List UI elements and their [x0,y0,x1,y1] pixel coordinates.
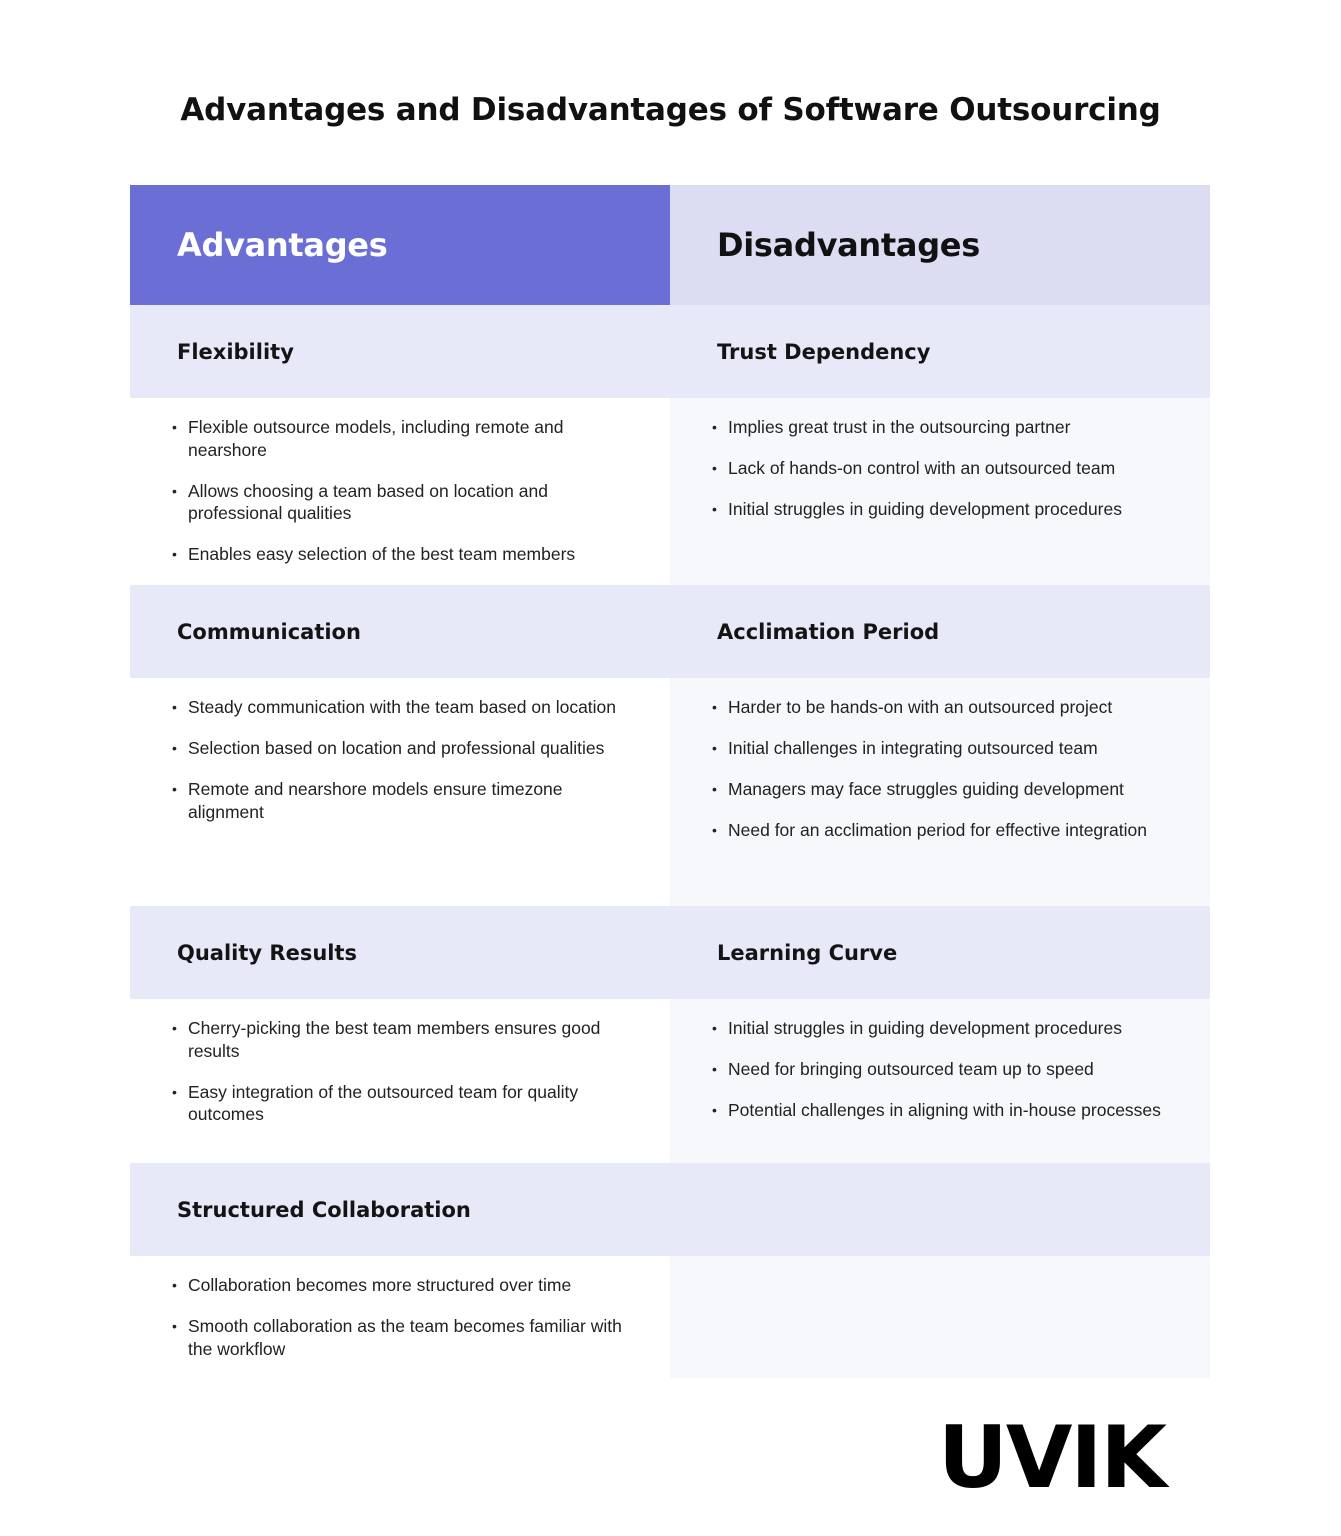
list-item: • Enables easy selection of the best team members [177,543,640,566]
advantage-category-title: Quality Results [177,940,358,965]
advantage-list [177,1274,640,1360]
list-item: • Flexible outsource models, including remote and nearshore [177,416,640,461]
category-row [130,585,1210,678]
disadvantage-list [717,696,1180,842]
advantage-category [130,906,670,999]
advantage-category-title: Communication [177,619,361,644]
page-title: Advantages and Disadvantages of Software Outsourcing [180,92,1161,128]
list-item: • Cherry-picking the best team members ensures good results [177,1017,640,1062]
advantage-items [130,999,670,1163]
list-item: • Easy integration of the outsourced team for quality outcomes [177,1081,640,1126]
list-item: • Need for an acclimation period for effective integration [717,819,1180,842]
category-row [130,906,1210,999]
advantage-list [177,696,640,823]
list-item: • Selection based on location and professional qualities [177,737,640,760]
disadvantage-category [670,585,1210,678]
advantage-list [177,416,640,566]
advantages-header-label: Advantages [177,226,388,264]
list-item: • Managers may face struggles guiding development [717,778,1180,801]
list-item: • Smooth collaboration as the team becomes familiar with the workflow [177,1315,640,1360]
advantage-items [130,398,670,585]
disadvantage-list [717,416,1180,521]
items-row [130,398,1210,585]
disadvantage-items [670,999,1210,1163]
list-item: • Steady communication with the team based on location [177,696,640,719]
advantage-category-title: Flexibility [177,339,294,364]
advantage-category [130,585,670,678]
list-item: • Initial struggles in guiding development procedures [717,498,1180,521]
disadvantages-header-label: Disadvantages [717,226,980,264]
disadvantage-items [670,678,1210,906]
disadvantage-category [670,1163,1210,1256]
advantage-items [130,1256,670,1378]
disadvantage-category-title: Learning Curve [717,940,898,965]
advantage-items [130,678,670,906]
advantage-category [130,1163,670,1256]
items-row [130,678,1210,906]
uvik-logo: UVIK [938,1408,1166,1508]
list-item: • Implies great trust in the outsourcing partner [717,416,1180,439]
list-item: • Harder to be hands-on with an outsourced project [717,696,1180,719]
disadvantage-list [717,1017,1180,1122]
items-row [130,999,1210,1163]
list-item: • Potential challenges in aligning with in-house processes [717,1099,1180,1122]
disadvantage-category-title: Trust Dependency [717,339,931,364]
advantage-category-title: Structured Collaboration [177,1197,471,1222]
category-row [130,305,1210,398]
disadvantage-category [670,906,1210,999]
disadvantage-items [670,1256,1210,1378]
disadvantage-category-title: Acclimation Period [717,619,940,644]
disadvantages-header [670,185,1210,305]
disadvantage-items [670,398,1210,585]
items-row [130,1256,1210,1378]
list-item: • Allows choosing a team based on location and professional qualities [177,480,640,525]
list-item: • Collaboration becomes more structured over time [177,1274,640,1297]
list-item: • Lack of hands-on control with an outsourced team [717,457,1180,480]
list-item: • Initial struggles in guiding development procedures [717,1017,1180,1040]
advantage-list [177,1017,640,1126]
comparison-table [130,185,1210,1378]
list-item: • Initial challenges in integrating outsourced team [717,737,1180,760]
list-item: • Need for bringing outsourced team up to speed [717,1058,1180,1081]
advantage-category [130,305,670,398]
advantages-header [130,185,670,305]
category-row [130,1163,1210,1256]
list-item: • Remote and nearshore models ensure timezone alignment [177,778,640,823]
header-row [130,185,1210,305]
disadvantage-category [670,305,1210,398]
